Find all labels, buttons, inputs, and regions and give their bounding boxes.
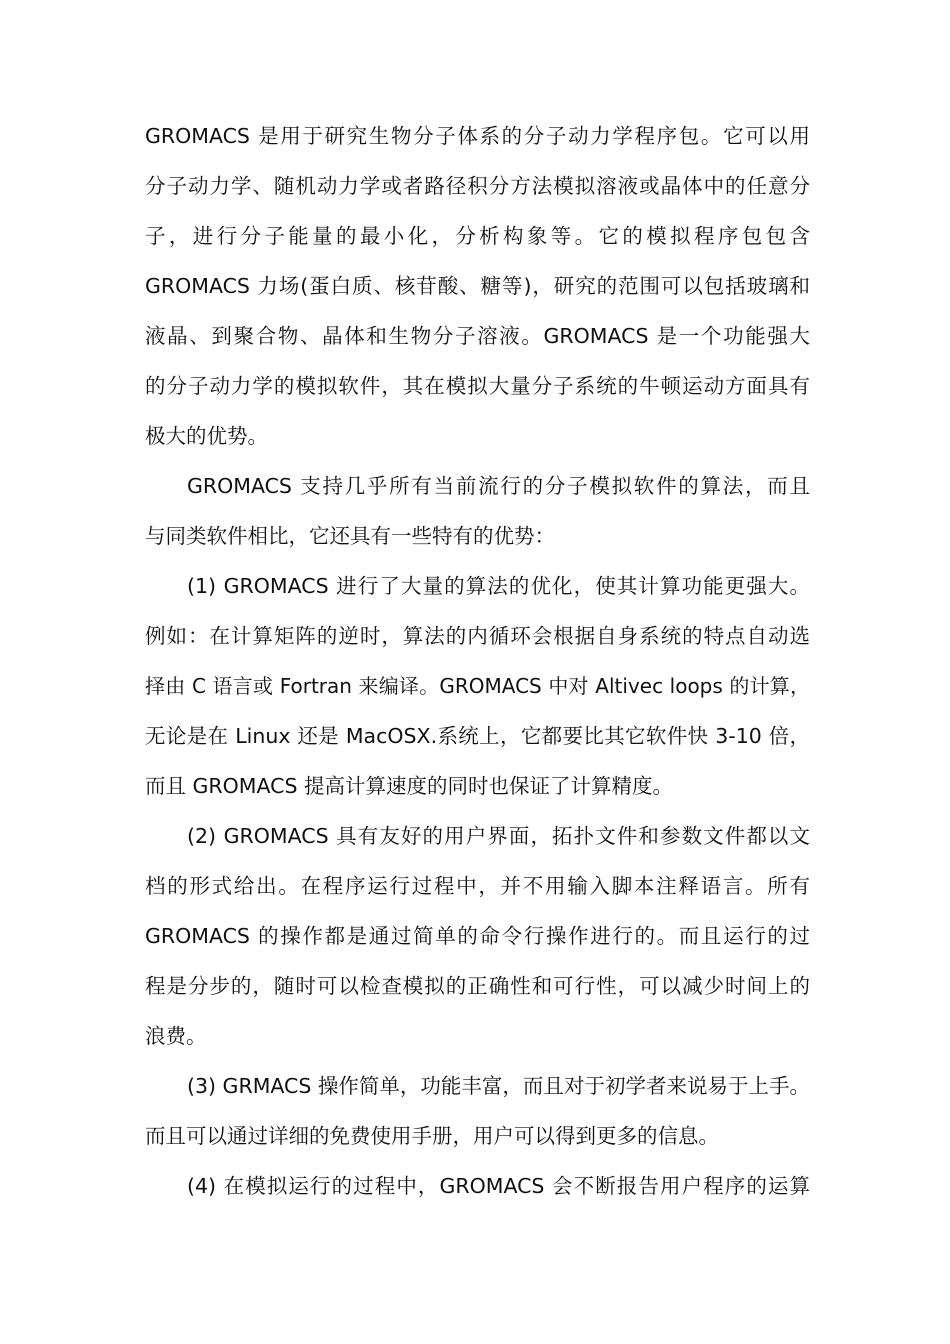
text-line: 液晶、到聚合物、晶体和生物分子溶液。GROMACS 是一个功能强大 [145, 324, 810, 348]
text-line: GROMACS 支持几乎所有当前流行的分子模拟软件的算法，而且 [187, 474, 810, 498]
text-line: GROMACS 是用于研究生物分子体系的分子动力学程序包。它可以用 [145, 124, 810, 148]
text-line: 择由 C 语言或 Fortran 来编译。GROMACS 中对 Altivec loops 的计算， [145, 674, 810, 698]
text-line: 分子动力学、随机动力学或者路径积分方法模拟溶液或晶体中的任意分 [145, 174, 810, 198]
text-line: 例如：在计算矩阵的逆时，算法的内循环会根据自身系统的特点自动选 [145, 624, 810, 648]
text-line: (2) GROMACS 具有友好的用户界面，拓扑文件和参数文件都以文 [187, 824, 810, 848]
text-line: 与同类软件相比，它还具有一些特有的优势： [145, 524, 555, 548]
text-line: 而且 GROMACS 提高计算速度的同时也保证了计算精度。 [145, 774, 673, 798]
text-line: 程是分步的，随时可以检查模拟的正确性和可行性，可以减少时间上的 [145, 974, 810, 998]
text-line: 档的形式给出。在程序运行过程中，并不用输入脚本注释语言。所有 [145, 874, 810, 898]
text-line: (1) GROMACS 进行了大量的算法的优化，使其计算功能更强大。 [187, 574, 810, 598]
text-line: 的分子动力学的模拟软件，其在模拟大量分子系统的牛顿运动方面具有 [145, 374, 810, 398]
text-line: 子，进行分子能量的最小化，分析构象等。它的模拟程序包包含 [145, 224, 810, 248]
text-line: 极大的优势。 [145, 424, 268, 448]
text-line: GROMACS 的操作都是通过简单的命令行操作进行的。而且运行的过 [145, 924, 810, 948]
text-line: 浪费。 [145, 1024, 207, 1048]
text-line: 无论是在 Linux 还是 MacOSX.系统上，它都要比其它软件快 3-10 倍， [145, 724, 810, 748]
text-line: 而且可以通过详细的免费使用手册，用户可以得到更多的信息。 [145, 1124, 719, 1148]
text-line: (3) GRMACS 操作简单，功能丰富，而且对于初学者来说易于上手。 [187, 1074, 810, 1098]
text-line: GROMACS 力场(蛋白质、核苷酸、糖等)，研究的范围可以包括玻璃和 [145, 274, 810, 298]
text-line: (4) 在模拟运行的过程中，GROMACS 会不断报告用户程序的运算 [187, 1174, 810, 1198]
